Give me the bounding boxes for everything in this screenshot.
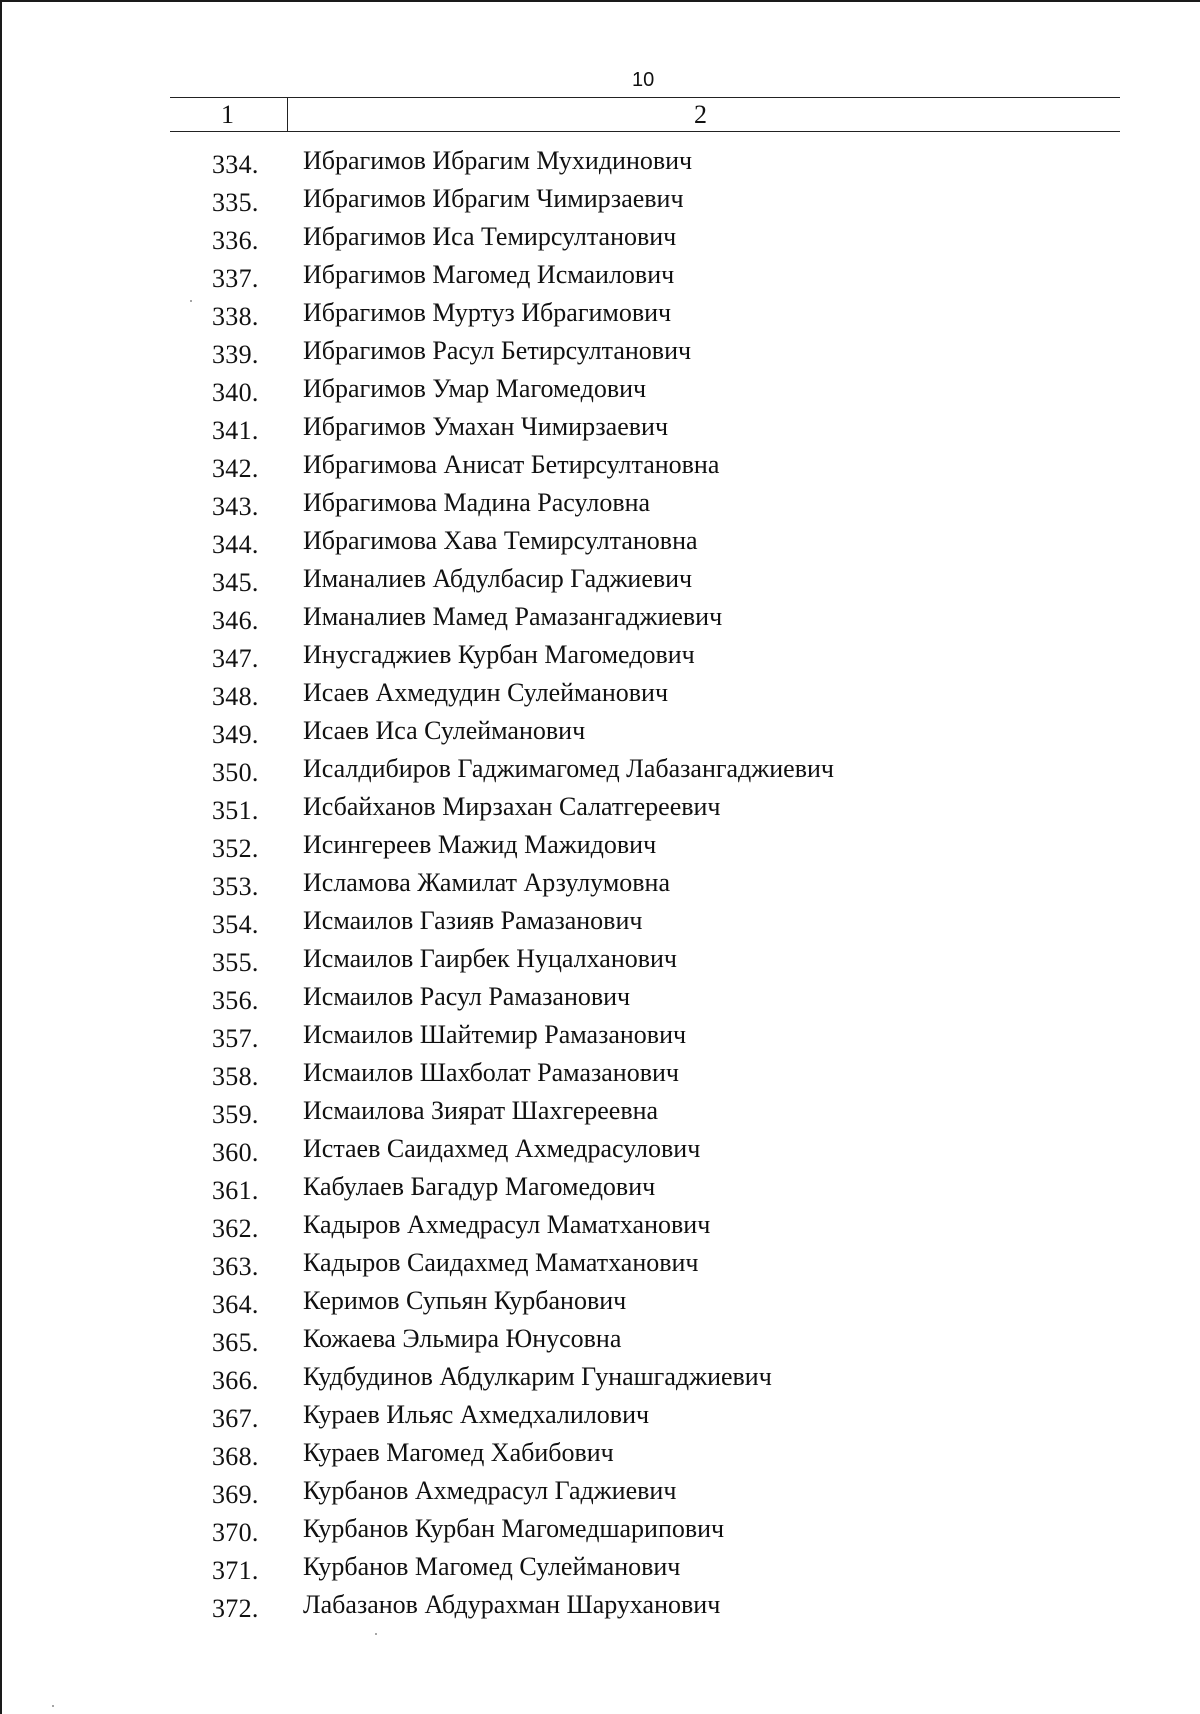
list-item (0, 678, 1200, 716)
list-item-number: 358. (212, 1062, 259, 1091)
list-item-full-name: Ибрагимов Магомед Исмаилович (303, 260, 675, 289)
list-item (0, 754, 1200, 792)
list-item-number: 364. (212, 1290, 259, 1319)
list-item-full-name: Кадыров Саидахмед Маматханович (303, 1248, 699, 1277)
list-item-full-name: Исаев Иса Сулейманович (303, 716, 586, 745)
list-item (0, 1438, 1200, 1476)
list-item (0, 944, 1200, 982)
list-item (0, 1514, 1200, 1552)
list-item-full-name: Инусгаджиев Курбан Магомедович (303, 640, 695, 669)
list-item-full-name: Кураев Ильяс Ахмедхалилович (303, 1400, 650, 1429)
scan-border-top (0, 0, 1200, 2)
list-item-number: 366. (212, 1366, 259, 1395)
list-item (0, 602, 1200, 640)
list-item-full-name: Исмаилов Гаирбек Нуцалханович (303, 944, 678, 973)
list-item-number: 369. (212, 1480, 259, 1509)
list-item-full-name: Керимов Супьян Курбанович (303, 1286, 627, 1315)
list-item-number: 336. (212, 226, 259, 255)
list-item (0, 298, 1200, 336)
list-item-number: 350. (212, 758, 259, 787)
list-item-number: 342. (212, 454, 259, 483)
list-item-number: 372. (212, 1594, 259, 1623)
list-item-number: 359. (212, 1100, 259, 1129)
list-item-number: 353. (212, 872, 259, 901)
list-item-number: 338. (212, 302, 259, 331)
list-item-full-name: Исалдибиров Гаджимагомед Лабазангаджиевич (303, 754, 834, 783)
list-item-full-name: Кадыров Ахмедрасул Маматханович (303, 1210, 711, 1239)
list-item (0, 1362, 1200, 1400)
list-item-full-name: Ибрагимов Иса Темирсултанович (303, 222, 677, 251)
list-item (0, 1400, 1200, 1438)
scan-speck (52, 1705, 54, 1707)
list-item-number: 368. (212, 1442, 259, 1471)
list-item-full-name: Ибрагимов Муртуз Ибрагимович (303, 298, 672, 327)
list-item-full-name: Исмаилов Газияв Рамазанович (303, 906, 643, 935)
list-item-number: 340. (212, 378, 259, 407)
list-item-number: 335. (212, 188, 259, 217)
list-item-full-name: Ибрагимова Анисат Бетирсултановна (303, 450, 720, 479)
list-item (0, 792, 1200, 830)
list-item-number: 361. (212, 1176, 259, 1205)
list-item (0, 1020, 1200, 1058)
list-item-number: 345. (212, 568, 259, 597)
list-item (0, 1590, 1200, 1628)
list-item-full-name: Лабазанов Абдурахман Шаруханович (303, 1590, 721, 1619)
list-item-number: 363. (212, 1252, 259, 1281)
list-item-full-name: Истаев Саидахмед Ахмедрасулович (303, 1134, 701, 1163)
list-item-full-name: Иманалиев Мамед Рамазангаджиевич (303, 602, 723, 631)
list-item-full-name: Ибрагимов Ибрагим Мухидинович (303, 146, 693, 175)
list-item-full-name: Ибрагимов Расул Бетирсултанович (303, 336, 692, 365)
list-item-number: 362. (212, 1214, 259, 1243)
list-item (0, 488, 1200, 526)
list-item-number: 346. (212, 606, 259, 635)
list-item-full-name: Ибрагимов Умар Магомедович (303, 374, 647, 403)
list-item-full-name: Кабулаев Багадур Магомедович (303, 1172, 656, 1201)
list-item (0, 1134, 1200, 1172)
list-item (0, 1058, 1200, 1096)
list-item (0, 1552, 1200, 1590)
list-item-number: 343. (212, 492, 259, 521)
list-item-number: 365. (212, 1328, 259, 1357)
scan-speck (375, 1633, 377, 1635)
column-header-name: 2 (694, 100, 707, 129)
list-item-number: 367. (212, 1404, 259, 1433)
list-item-full-name: Курбанов Магомед Сулейманович (303, 1552, 681, 1581)
list-item-number: 356. (212, 986, 259, 1015)
list-item-full-name: Исаев Ахмедудин Сулейманович (303, 678, 669, 707)
list-item (0, 374, 1200, 412)
list-item (0, 716, 1200, 754)
list-item-number: 357. (212, 1024, 259, 1053)
list-item-number: 355. (212, 948, 259, 977)
list-item-number: 352. (212, 834, 259, 863)
list-item-number: 349. (212, 720, 259, 749)
list-item (0, 336, 1200, 374)
list-item-number: 371. (212, 1556, 259, 1585)
list-item-number: 354. (212, 910, 259, 939)
list-item (0, 1096, 1200, 1134)
list-item-number: 348. (212, 682, 259, 711)
list-item (0, 906, 1200, 944)
list-item-number: 344. (212, 530, 259, 559)
list-item (0, 146, 1200, 184)
table-header-bottom-rule (170, 131, 1120, 132)
list-item (0, 450, 1200, 488)
list-item-full-name: Исмаилов Шахболат Рамазанович (303, 1058, 679, 1087)
list-item-full-name: Ибрагимова Хава Темирсултановна (303, 526, 698, 555)
list-item-number: 370. (212, 1518, 259, 1547)
list-item-full-name: Ибрагимов Умахан Чимирзаевич (303, 412, 669, 441)
list-item (0, 412, 1200, 450)
list-item-full-name: Кудбудинов Абдулкарим Гунашгаджиевич (303, 1362, 772, 1391)
list-item (0, 640, 1200, 678)
list-item-full-name: Курбанов Ахмедрасул Гаджиевич (303, 1476, 677, 1505)
list-item (0, 868, 1200, 906)
list-item (0, 564, 1200, 602)
list-item-full-name: Исмаилова Зиярат Шахгереевна (303, 1096, 659, 1125)
list-item (0, 1324, 1200, 1362)
table-header-column-divider (287, 98, 288, 131)
list-item-number: 341. (212, 416, 259, 445)
list-item-full-name: Исбайханов Мирзахан Салатгереевич (303, 792, 721, 821)
name-list (0, 146, 1200, 1628)
list-item-number: 360. (212, 1138, 259, 1167)
list-item-number: 337. (212, 264, 259, 293)
list-item (0, 982, 1200, 1020)
list-item (0, 830, 1200, 868)
list-item (0, 184, 1200, 222)
list-item (0, 260, 1200, 298)
page-number: 10 (632, 69, 655, 91)
list-item-full-name: Исингереев Мажид Мажидович (303, 830, 657, 859)
list-item-full-name: Исламова Жамилат Арзулумовна (303, 868, 671, 897)
list-item-full-name: Ибрагимова Мадина Расуловна (303, 488, 651, 517)
list-item (0, 1248, 1200, 1286)
list-item-full-name: Ибрагимов Ибрагим Чимирзаевич (303, 184, 684, 213)
list-item-full-name: Курбанов Курбан Магомедшарипович (303, 1514, 725, 1543)
column-header-number: 1 (221, 100, 234, 129)
list-item-full-name: Иманалиев Абдулбасир Гаджиевич (303, 564, 693, 593)
list-item-full-name: Исмаилов Расул Рамазанович (303, 982, 631, 1011)
list-item-number: 339. (212, 340, 259, 369)
list-item (0, 1172, 1200, 1210)
table-header-top-rule (170, 97, 1120, 98)
list-item (0, 1210, 1200, 1248)
list-item (0, 222, 1200, 260)
list-item-number: 334. (212, 150, 259, 179)
list-item (0, 1476, 1200, 1514)
list-item-full-name: Кураев Магомед Хабибович (303, 1438, 614, 1467)
list-item-number: 351. (212, 796, 259, 825)
list-item (0, 1286, 1200, 1324)
scan-speck (190, 300, 192, 302)
list-item-full-name: Кожаева Эльмира Юнусовна (303, 1324, 622, 1353)
list-item (0, 526, 1200, 564)
list-item-full-name: Исмаилов Шайтемир Рамазанович (303, 1020, 687, 1049)
list-item-number: 347. (212, 644, 259, 673)
